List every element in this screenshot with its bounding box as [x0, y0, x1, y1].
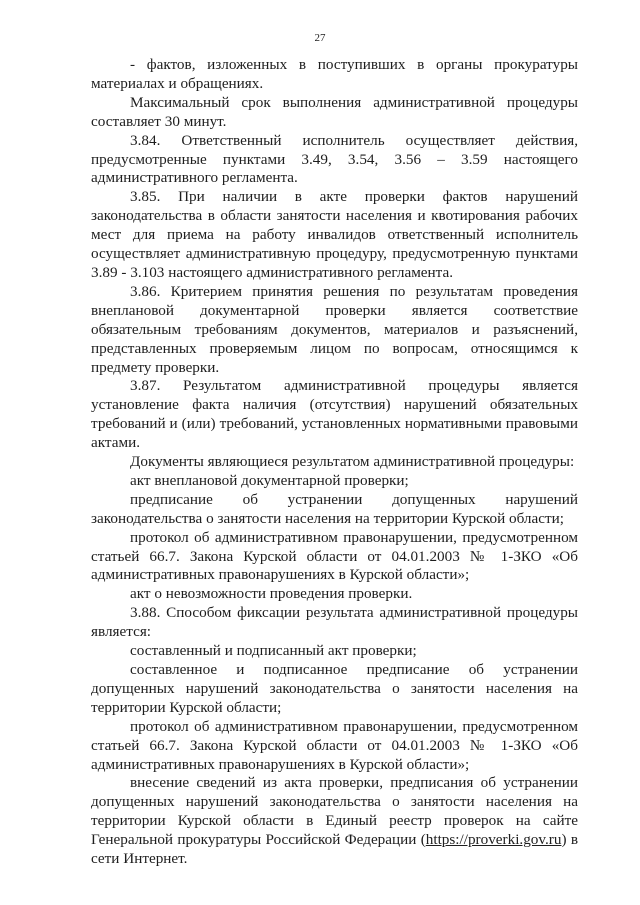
paragraph-reestr [91, 774, 578, 869]
paragraph-list [91, 56, 578, 774]
paragraph: составленное и подписанное предписание об устранении допущенных нарушений законодательства о занятости населения на территории Курской области; [91, 661, 578, 716]
paragraph: 3.87. Результатом административной процедуры является установление факта наличия (отсутствия) нарушений обязательных требований и (или) требований, установленных нормативными правовыми актами. [91, 377, 578, 452]
paragraph: - фактов, изложенных в поступивших в органы прокуратуры материалах и обращениях. [91, 56, 578, 92]
paragraph: акт о невозможности проведения проверки. [130, 585, 413, 603]
paragraph: протокол об административном правонарушении, предусмотренном статьей 66.7. Закона Курской области от 04.01.2003 № 1-ЗКО «Об административных правонарушениях в Курской области»; [91, 717, 578, 773]
paragraph: 3.88. Способом фиксации результата административной процедуры является: [91, 604, 578, 641]
proverki-link[interactable]: https://proverki.gov.ru [425, 831, 562, 849]
paragraph: Максимальный срок выполнения административной процедуры составляет 30 минут. [91, 93, 578, 130]
paragraph-text-after-link: ) в сети Интернет. [91, 831, 578, 868]
paragraph: 3.84. Ответственный исполнитель осуществляет действия, предусмотренные пунктами 3.49, 3.54, 3.56 – 3.59 настоящего административного регламента. [91, 131, 578, 187]
document-body [91, 56, 578, 869]
page-number: 27 [314, 32, 326, 44]
paragraph: акт внеплановой документарной проверки; [130, 471, 409, 489]
paragraph: предписание об устранении допущенных нарушений законодательства о занятости населения на территории Курской области; [91, 490, 578, 527]
paragraph: 3.85. При наличии в акте проверки фактов нарушений законодательства в области занятости населения и квотирования рабочих мест для приема на работу инвалидов ответственный исполнитель осуществляет административную процедуру, предусмотренную пунктами 3.89 - 3.103 настоящего административного регламента. [91, 188, 578, 281]
paragraph: составленный и подписанный акт проверки; [130, 642, 417, 660]
paragraph: 3.86. Критерием принятия решения по результатам проведения внеплановой документарной проверки является соответствие обязательным требованиям документов, материалов и разъяснений, представленных проверяемым лицом по вопросам, относящимся к предмету проверки. [91, 282, 578, 376]
paragraph: Документы являющиеся результатом административной процедуры: [130, 453, 575, 471]
paragraph-text-before-link: внесение сведений из акта проверки, предписания об устранении допущенных нарушений законодательства о занятости населения на территории Курской области в Единый реестр проверок на сайте Генеральной прокуратуры Российской Федерации ( [91, 774, 578, 849]
paragraph: протокол об административном правонарушении, предусмотренном статьей 66.7. Закона Курской области от 04.01.2003 № 1-ЗКО «Об административных правонарушениях в Курской области»; [91, 528, 578, 584]
